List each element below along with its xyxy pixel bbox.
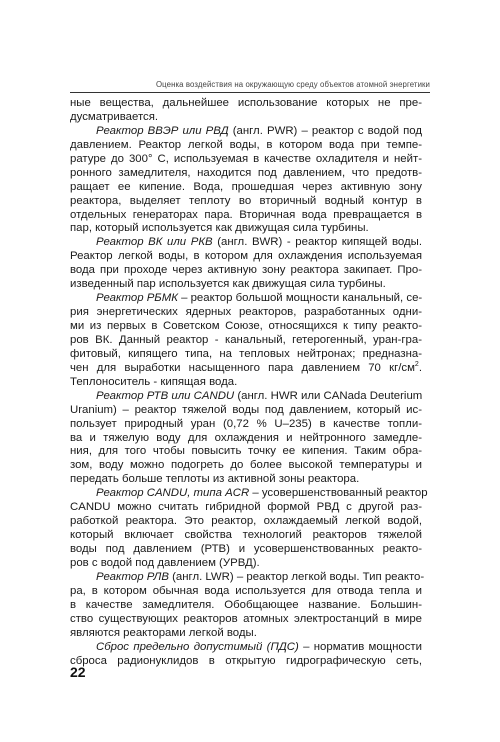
text-line xyxy=(70,529,422,543)
line-text: – норматив мощности xyxy=(298,640,423,653)
line-text: ров ВК. Данный реактор - канальный, гетерогенный, уран-гра- xyxy=(70,333,422,346)
line-text: дусматривается. xyxy=(70,110,159,123)
text-line xyxy=(70,264,422,278)
text-line xyxy=(70,655,422,669)
line-text: (англ. BWR) - реактор кипящей воды. xyxy=(212,236,422,249)
text-line xyxy=(70,570,425,585)
line-text: зом, воду можно подогреть до более высокой температуры и xyxy=(70,459,422,472)
line-text: работкой реактора. Это реактор, охлаждаемый легкой водой, xyxy=(70,515,422,528)
glossary-term: Реактор CANDU, типа ACR xyxy=(96,487,250,500)
line-text: вода при проходе через активную зону реактора закипает. Про- xyxy=(70,264,422,277)
text-line xyxy=(70,153,422,167)
text-line xyxy=(70,501,422,515)
line-text: ратуре до 300° С, используемая в качестве охладителя и нейт- xyxy=(70,152,422,165)
text-line xyxy=(70,599,422,613)
running-head: Оценка воздействия на окружающую среду объектов атомной энергетики xyxy=(156,80,430,89)
line-text: ство существующих реакторов атомных электростанций в мире xyxy=(70,612,422,625)
text-line xyxy=(70,348,422,362)
line-text: являются реакторами легкой воды. xyxy=(70,626,257,639)
text-line xyxy=(70,515,422,529)
text-line xyxy=(70,362,422,376)
line-text: воды под давлением (РТВ) и усовершенствованных реакто- xyxy=(70,543,422,555)
text-line xyxy=(70,167,422,181)
text-line xyxy=(70,236,422,250)
line-text: ров с водой под давлением (УРВД). xyxy=(70,556,260,569)
line-text: ные вещества, дальнейшее использование которых не пре- xyxy=(70,97,422,109)
line-text: CANDU можно считать гибридной формой РВД с другой раз- xyxy=(70,501,422,514)
text-line xyxy=(70,585,422,599)
line-text: который включает свойства технологий реакторов тяжелой xyxy=(70,529,422,542)
line-text: ния, для того чтобы повысить точку ее кипения. Таким обра- xyxy=(70,445,422,458)
text-line xyxy=(70,306,422,320)
line-text: фитовый, кипящего типа, на тепловых нейтронах; предназна- xyxy=(70,347,422,360)
superscript: 2 xyxy=(414,361,419,369)
text-line xyxy=(70,125,422,139)
text-line xyxy=(70,390,422,404)
text-line xyxy=(70,613,422,627)
line-text: давлением. Реактор легкой воды, в котором вода при темпе- xyxy=(70,138,422,151)
text-line xyxy=(70,111,422,125)
text-line xyxy=(70,445,422,459)
line-text: – реактор большой мощности канальный, се- xyxy=(177,292,423,305)
line-text: пользует природный уран (0,72 % U–235) в качестве топли- xyxy=(70,417,422,430)
line-text: ми из первых в Советском Союзе, относящихся к типу реакто- xyxy=(70,320,422,332)
glossary-term: Реактор ВК или РКВ xyxy=(96,236,213,249)
text-line xyxy=(70,376,422,390)
text-line xyxy=(70,222,422,236)
line-text: (англ. LWR) – реактор легкой воды. Тип реакто- xyxy=(168,570,425,583)
line-text: пар, который используется как движущая сила турбины. xyxy=(70,222,369,235)
line-text: реактора, выделяет теплоту во вторичный водный контур в xyxy=(70,194,422,207)
line-text: Uranium) – реактор тяжелой воды под давлением, который ис- xyxy=(70,403,422,416)
text-line xyxy=(70,487,428,501)
text-line xyxy=(70,432,422,446)
text-line xyxy=(70,641,422,655)
body-text xyxy=(70,97,428,668)
line-text: ва и тяжелую воду для охлаждения и нейтронного замедле- xyxy=(70,431,422,444)
text-line xyxy=(70,334,422,348)
line-text: Теплоноситель - кипящая вода. xyxy=(70,375,238,388)
glossary-term: Реактор РЛВ xyxy=(96,570,169,583)
line-text: ронного замедлителя, находится под давлением, что предотв- xyxy=(70,166,422,179)
text-line xyxy=(70,473,422,487)
line-text: передать больше теплоты из активной зоны реактора. xyxy=(70,473,360,486)
glossary-term: Реактор ВВЭР или РВД xyxy=(96,124,229,137)
line-text: чен для выработки насыщенного пара давлением 70 кг/см xyxy=(70,361,415,374)
text-line xyxy=(70,292,422,306)
text-line xyxy=(70,418,422,432)
line-text: в качестве замедлителя. Обобщающее название. Большин- xyxy=(70,598,422,611)
line-text: ращает ее кипение. Вода, прошедшая через активную зону xyxy=(70,180,422,193)
text-line xyxy=(70,404,422,418)
text-line xyxy=(70,557,422,571)
glossary-term: Сброс предельно допустимый (ПДС) xyxy=(96,640,299,653)
header-rule xyxy=(70,92,430,93)
page-number: 22 xyxy=(70,664,86,680)
text-line xyxy=(70,278,422,292)
line-text: (англ. HWR или CANada Deuterium xyxy=(234,389,423,402)
text-line xyxy=(70,459,422,473)
text-line xyxy=(70,543,422,557)
glossary-term: Реактор РТВ или CANDU xyxy=(96,389,235,402)
text-line xyxy=(70,209,422,223)
text-line xyxy=(70,195,422,209)
text-line xyxy=(70,181,422,195)
line-text: отдельных генераторах пара. Вторичная вода превращается в xyxy=(70,208,422,221)
line-text: изведенный пар используется как движущая сила турбины. xyxy=(70,278,386,291)
line-text: сброса радионуклидов в открытую гидрографическую сеть, xyxy=(70,654,422,667)
text-line xyxy=(70,320,422,334)
line-text: Реактор легкой воды, в котором для охлаждения используемая xyxy=(70,250,422,263)
text-line xyxy=(70,627,422,641)
line-text: ра, в котором обычная вода используется для отвода тепла и xyxy=(70,584,422,597)
line-text: – усовершенствованный реактор xyxy=(249,487,428,500)
line-text-suffix: . xyxy=(418,361,422,374)
glossary-term: Реактор РБМК xyxy=(96,292,178,305)
text-line xyxy=(70,250,422,264)
text-line xyxy=(70,97,422,111)
text-line xyxy=(70,139,422,153)
line-text: (англ. PWR) – реактор с водой под xyxy=(228,124,423,137)
line-text: рия энергетических ядерных реакторов, разработанных одни- xyxy=(70,306,422,319)
